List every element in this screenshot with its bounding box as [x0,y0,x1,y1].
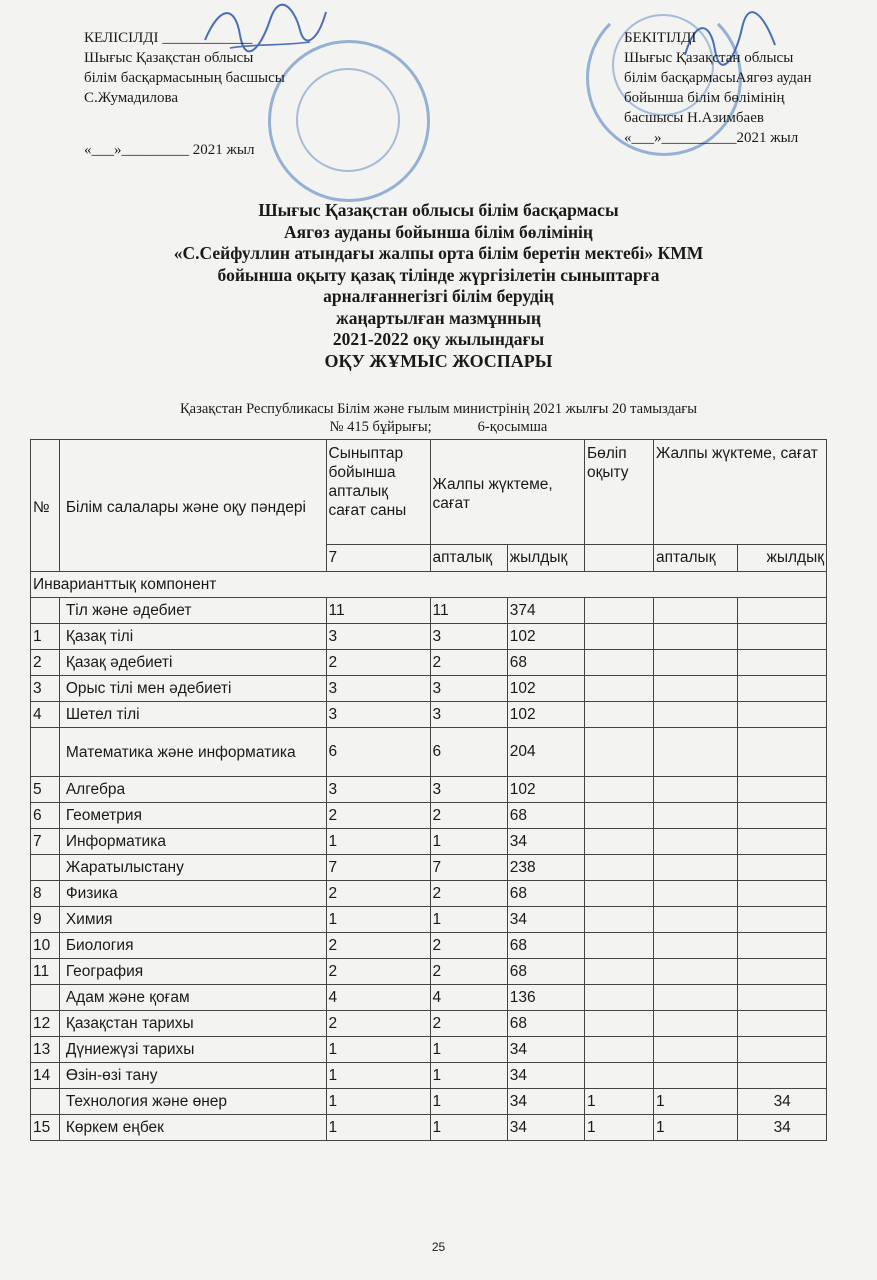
table-row [31,855,827,881]
order-number: № 415 бұйрығы; [329,419,432,435]
table-row [31,1037,827,1063]
title-line-6: жаңартылған мазмұнның [336,307,541,328]
yearly-load: 34 [507,907,584,933]
weekly-load-2 [653,777,737,803]
subject-name: Дүниежүзі тарихы [59,1037,326,1063]
split-teaching [584,907,653,933]
grade7-hours: 4 [326,985,430,1011]
subject-name: Физика [59,881,326,907]
header-total-load: Жалпы жүктеме, сағат [430,440,584,545]
weekly-load-2 [653,1037,737,1063]
split-teaching [584,959,653,985]
subject-name: Қазақ тілі [59,624,326,650]
approval-left-date: «___»_________ 2021 жыл [84,142,255,158]
split-teaching [584,829,653,855]
grade7-hours: 2 [326,959,430,985]
grade7-hours: 1 [326,1037,430,1063]
split-teaching [584,803,653,829]
subject-name: Тіл және әдебиет [59,598,326,624]
split-teaching [584,881,653,907]
weekly-load-2 [653,728,737,777]
weekly-load: 1 [430,1037,507,1063]
split-teaching [584,676,653,702]
subject-name: Қазақ әдебиеті [59,650,326,676]
header-split: Бөліп оқыту [584,440,653,545]
table-row [31,728,827,777]
weekly-load-2 [653,959,737,985]
yearly-load-2 [738,959,827,985]
weekly-load: 1 [430,829,507,855]
header-subjects: Білім салалары және оқу пәндері [59,440,326,572]
yearly-load-2 [738,702,827,728]
grade7-hours: 3 [326,777,430,803]
yearly-load-2 [738,1037,827,1063]
grade7-hours: 2 [326,803,430,829]
grade7-hours: 2 [326,1011,430,1037]
split-teaching [584,624,653,650]
row-number [31,728,60,777]
header-split-empty [584,545,653,572]
row-number: 5 [31,777,60,803]
weekly-load: 7 [430,855,507,881]
header-yearly-2: жылдық [738,545,827,572]
weekly-load-2: 1 [653,1089,737,1115]
split-teaching [584,777,653,803]
weekly-load-2 [653,650,737,676]
weekly-load-2 [653,933,737,959]
grade7-hours: 3 [326,702,430,728]
grade7-hours: 3 [326,624,430,650]
row-number: 8 [31,881,60,907]
subject-name: Биология [59,933,326,959]
weekly-load-2 [653,907,737,933]
approval-right-date: «___»__________2021 жыл [624,130,799,146]
grade7-hours: 2 [326,650,430,676]
row-number: 10 [31,933,60,959]
split-teaching: 1 [584,1089,653,1115]
split-teaching [584,1063,653,1089]
split-teaching [584,598,653,624]
row-number: 1 [31,624,60,650]
table-row [31,777,827,803]
row-number: 13 [31,1037,60,1063]
table-row [31,985,827,1011]
yearly-load-2: 34 [738,1089,827,1115]
yearly-load-2: 34 [738,1115,827,1141]
weekly-load-2 [653,702,737,728]
split-teaching [584,702,653,728]
weekly-load: 2 [430,650,507,676]
yearly-load-2 [738,985,827,1011]
header-weekly: апталық [430,545,507,572]
weekly-load: 6 [430,728,507,777]
row-number: 12 [31,1011,60,1037]
grade7-hours: 1 [326,1063,430,1089]
grade7-hours: 1 [326,1089,430,1115]
title-line-7: 2021-2022 оқу жылындағы [332,329,545,349]
approval-left-block: КЕЛІСІЛДІ ____________ Шығыс Қазақстан облысы білім басқармасының басшысы С.Жумадилова «___»_________ 2021 жыл [84,28,414,160]
subject-name: Алгебра [59,777,326,803]
weekly-load: 1 [430,1115,507,1141]
yearly-load: 68 [507,933,584,959]
grade7-hours: 2 [326,881,430,907]
split-teaching [584,933,653,959]
document-subtitle [0,400,877,436]
row-number [31,855,60,881]
subject-name: Шетел тілі [59,702,326,728]
yearly-load: 374 [507,598,584,624]
title-line-3: «С.Сейфуллин атындағы жалпы орта білім беретін мектебі» КММ [173,243,704,263]
document-title [0,200,877,372]
subject-name: Информатика [59,829,326,855]
section-row [31,572,827,598]
yearly-load: 68 [507,881,584,907]
weekly-load: 2 [430,881,507,907]
grade7-hours: 6 [326,728,430,777]
annex-label: 6-қосымша [477,419,548,435]
weekly-load-2 [653,1063,737,1089]
weekly-load-2 [653,598,737,624]
yearly-load-2 [738,907,827,933]
row-number [31,598,60,624]
subject-name: Химия [59,907,326,933]
yearly-load-2 [738,1011,827,1037]
split-teaching [584,985,653,1011]
yearly-load-2 [738,803,827,829]
row-number: 11 [31,959,60,985]
approval-left-line1: Шығыс Қазақстан облысы [84,50,254,66]
yearly-load-2 [738,777,827,803]
split-teaching [584,1011,653,1037]
title-line-4: бойынша оқыту қазақ тілінде жүргізілетін сыныптарға [217,264,660,285]
title-line-5: арналғаннегізгі білім берудің [323,286,554,306]
split-teaching [584,728,653,777]
subject-name: Жаратылыстану [59,855,326,881]
yearly-load-2 [738,624,827,650]
approval-right-line1: Шығыс Қазақстан облысы [624,50,794,66]
section-label: Инварианттық компонент [31,572,827,598]
weekly-load: 3 [430,777,507,803]
subject-name: География [59,959,326,985]
row-number: 9 [31,907,60,933]
weekly-load-2 [653,1011,737,1037]
approval-right-block [624,28,864,148]
subject-name: Қазақстан тарихы [59,1011,326,1037]
row-number: 4 [31,702,60,728]
yearly-load-2 [738,676,827,702]
split-teaching: 1 [584,1115,653,1141]
yearly-load-2 [738,650,827,676]
yearly-load: 68 [507,1011,584,1037]
approval-right-heading: БЕКІТІЛДІ [624,30,697,46]
weekly-load-2 [653,676,737,702]
yearly-load: 34 [507,1115,584,1141]
weekly-load: 4 [430,985,507,1011]
yearly-load: 34 [507,829,584,855]
weekly-load-2 [653,624,737,650]
weekly-load-2 [653,829,737,855]
row-number: 6 [31,803,60,829]
header-total-load-2: Жалпы жүктеме, сағат [653,440,826,545]
table-row [31,803,827,829]
weekly-load: 2 [430,803,507,829]
table-row [31,907,827,933]
split-teaching [584,855,653,881]
table-row [31,1089,827,1115]
table-row [31,881,827,907]
table-row [31,702,827,728]
row-number: 7 [31,829,60,855]
yearly-load-2 [738,933,827,959]
approval-left-line3: С.Жумадилова [84,90,178,106]
weekly-load: 2 [430,1011,507,1037]
table-row [31,650,827,676]
weekly-load: 1 [430,1063,507,1089]
yearly-load-2 [738,598,827,624]
table-row [31,829,827,855]
row-number: 14 [31,1063,60,1089]
approval-left-heading: КЕЛІСІЛДІ [84,30,159,46]
approval-left-line2: білім басқармасының басшысы [84,70,285,86]
table-row [31,933,827,959]
yearly-load: 102 [507,676,584,702]
header-grade: 7 [326,545,430,572]
yearly-load-2 [738,829,827,855]
subject-name: Көркем еңбек [59,1115,326,1141]
weekly-load: 11 [430,598,507,624]
yearly-load: 102 [507,624,584,650]
weekly-load-2 [653,855,737,881]
subject-name: Адам және қоғам [59,985,326,1011]
table-row [31,1063,827,1089]
weekly-load-2 [653,985,737,1011]
weekly-load: 3 [430,702,507,728]
approval-right-line3: бойынша білім бөлімінің [624,90,785,106]
yearly-load-2 [738,728,827,777]
table-row [31,1011,827,1037]
approval-right-line4: басшысы Н.Азимбаев [624,110,764,126]
row-number: 2 [31,650,60,676]
grade7-hours: 1 [326,907,430,933]
grade7-hours: 3 [326,676,430,702]
weekly-load: 2 [430,959,507,985]
yearly-load: 204 [507,728,584,777]
split-teaching [584,1037,653,1063]
subtitle-line-1: Қазақстан Республикасы Білім және ғылым министрінің 2021 жылғы 20 тамыздағы [179,401,697,417]
table-row [31,598,827,624]
yearly-load: 102 [507,702,584,728]
row-number [31,1089,60,1115]
yearly-load: 68 [507,959,584,985]
grade7-hours: 1 [326,829,430,855]
yearly-load: 238 [507,855,584,881]
yearly-load: 68 [507,650,584,676]
title-line-1: Шығыс Қазақстан облысы білім басқармасы [258,200,619,220]
table-row [31,624,827,650]
subject-name: Математика және информатика [59,728,326,777]
yearly-load: 68 [507,803,584,829]
yearly-load: 34 [507,1063,584,1089]
subject-name: Орыс тілі мен әдебиеті [59,676,326,702]
weekly-load: 1 [430,1089,507,1115]
page-number: 25 [431,1240,446,1254]
header-weekly-2: апталық [653,545,737,572]
yearly-load: 34 [507,1089,584,1115]
header-weekly-hours: Сыныптар бойынша апталық сағат саны [326,440,430,545]
header-num: № [31,440,60,572]
grade7-hours: 2 [326,933,430,959]
yearly-load-2 [738,1063,827,1089]
weekly-load-2 [653,881,737,907]
subject-name: Өзін-өзі тану [59,1063,326,1089]
subject-name: Технология және өнер [59,1089,326,1115]
yearly-load: 136 [507,985,584,1011]
split-teaching [584,650,653,676]
table-row [31,1115,827,1141]
row-number: 3 [31,676,60,702]
grade7-hours: 1 [326,1115,430,1141]
title-line-8: ОҚУ ЖҰМЫС ЖОСПАРЫ [324,350,553,371]
title-line-2: Аягөз ауданы бойынша білім бөлімінің [283,221,594,242]
weekly-load: 1 [430,907,507,933]
subject-name: Геометрия [59,803,326,829]
header-yearly: жылдық [507,545,584,572]
yearly-load-2 [738,881,827,907]
table-row [31,676,827,702]
table-header-row [31,440,827,545]
table-row [31,959,827,985]
weekly-load: 2 [430,933,507,959]
weekly-load-2 [653,803,737,829]
weekly-load: 3 [430,624,507,650]
approval-right-line2: білім басқармасыАягөз аудан [624,70,812,86]
yearly-load-2 [738,855,827,881]
curriculum-table [30,439,827,1141]
yearly-load: 102 [507,777,584,803]
row-number: 15 [31,1115,60,1141]
grade7-hours: 7 [326,855,430,881]
grade7-hours: 11 [326,598,430,624]
weekly-load: 3 [430,676,507,702]
weekly-load-2: 1 [653,1115,737,1141]
row-number [31,985,60,1011]
yearly-load: 34 [507,1037,584,1063]
